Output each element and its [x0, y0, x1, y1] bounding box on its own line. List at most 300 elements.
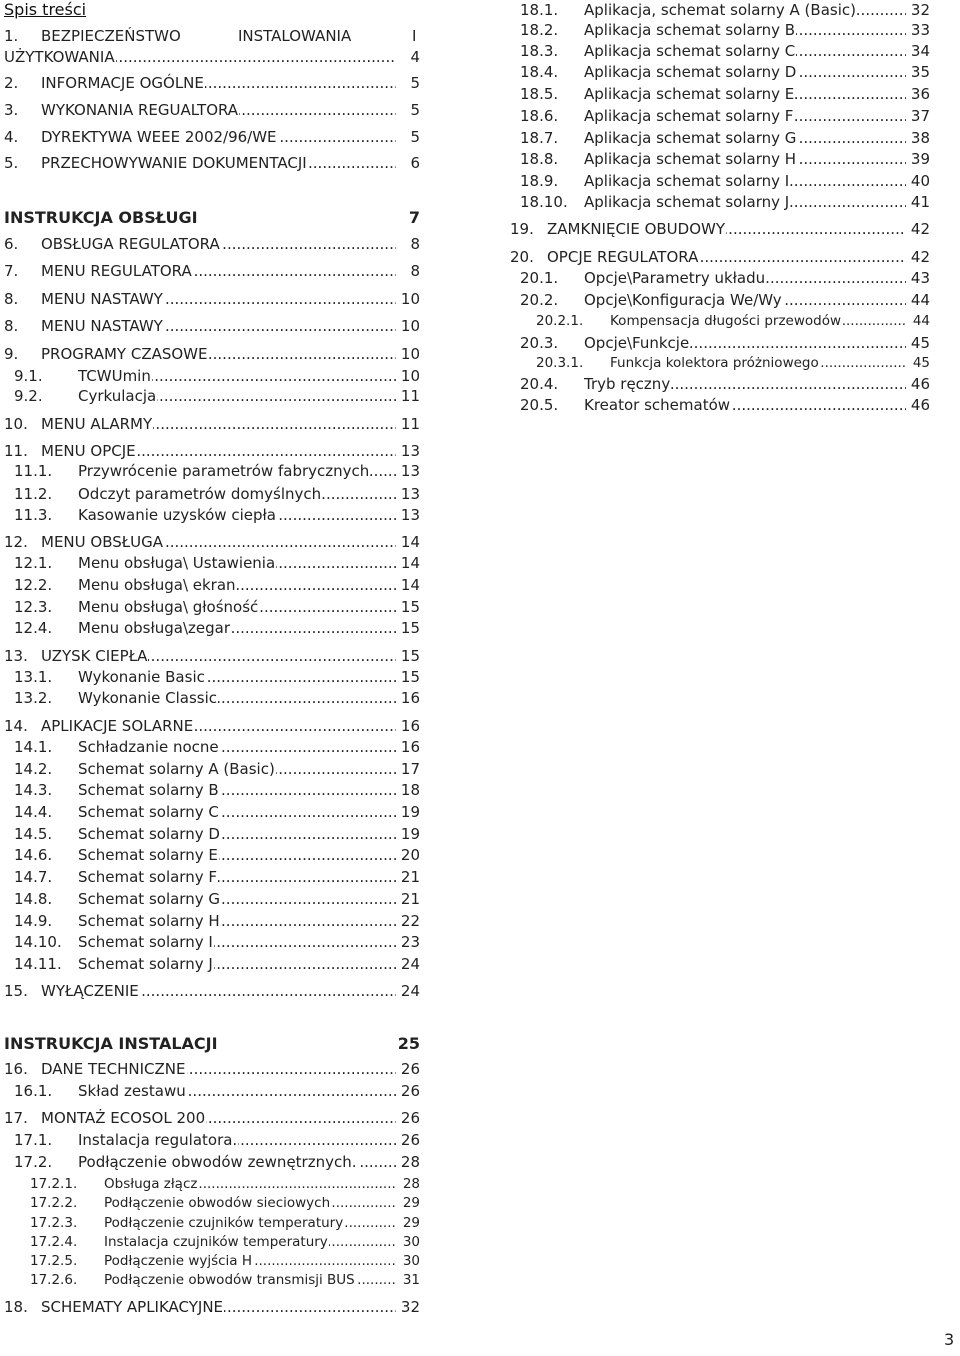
- toc-entry-number: 19.: [510, 220, 534, 238]
- toc-entry-title-text: Wykonanie Basic: [78, 668, 205, 686]
- toc-entry-title-text: MENU OPCJE: [41, 442, 136, 460]
- toc-entry-title-text: Kasowanie uzysków ciepła: [78, 506, 276, 524]
- toc-entry-number: 14.1.: [14, 738, 53, 756]
- toc-entry[interactable]: [4, 1213, 420, 1234]
- toc-entry-title: [41, 73, 396, 94]
- toc-entry-title-text: Aplikacja schemat solarny B: [584, 21, 796, 39]
- toc-entry-title: [78, 780, 396, 801]
- toc-entry-title: [78, 597, 396, 618]
- toc-entry-page: 16: [400, 689, 420, 707]
- toc-title[interactable]: Spis treści: [4, 0, 87, 19]
- toc-entry-number: 20.2.: [520, 291, 559, 309]
- toc-entry-title: [584, 290, 906, 311]
- toc-entry-title-text: Obsługa złącz: [104, 1176, 198, 1192]
- toc-entry[interactable]: [4, 867, 420, 888]
- toc-entry-title: [78, 1081, 396, 1102]
- toc-entry-number: 3.: [4, 101, 19, 119]
- toc-entry[interactable]: [4, 441, 420, 462]
- toc-entry-title-text: Kreator schematów: [584, 396, 731, 414]
- toc-entry[interactable]: [510, 84, 930, 105]
- toc-entry-page: 14: [400, 576, 420, 594]
- toc-entry-title-text: Funkcja kolektora próżniowego: [610, 355, 819, 371]
- toc-entry-number: 20.2.1.: [536, 313, 584, 329]
- toc-entry[interactable]: [510, 268, 930, 289]
- toc-entry-title-text: PRZECHOWYWANIE DOKUMENTACJI: [41, 154, 307, 172]
- toc-entry-page: 34: [910, 42, 930, 60]
- toc-entry[interactable]: [510, 171, 930, 192]
- toc-entry[interactable]: [510, 395, 930, 416]
- toc-entry[interactable]: [4, 153, 420, 174]
- toc-entry-title: [41, 716, 396, 737]
- toc-entry-page: 30: [401, 1232, 420, 1253]
- toc-entry-title: [610, 353, 906, 374]
- toc-entry[interactable]: [4, 911, 420, 932]
- toc-entry-number: 17.2.2.: [30, 1195, 78, 1211]
- toc-entry-word: BEZPIECZEŃSTWO: [41, 27, 181, 45]
- toc-entry-title-text: Kompensacja długości przewodów: [610, 313, 842, 329]
- toc-entry-number: 16.: [4, 1060, 28, 1078]
- toc-entry-number: 17.2.3.: [30, 1215, 78, 1231]
- toc-entry-title-text: Schemat solarny F: [78, 868, 217, 886]
- toc-entry-number: 14.3.: [14, 781, 53, 799]
- toc-entry[interactable]: [4, 1297, 420, 1318]
- toc-entry[interactable]: [510, 353, 930, 374]
- toc-entry-title: [584, 41, 906, 62]
- toc-entry-page: 41: [910, 193, 930, 211]
- toc-entry-number: 20.3.1.: [536, 355, 584, 371]
- toc-entry-title-text: UŻYTKOWANIA: [4, 48, 115, 66]
- toc-entry[interactable]: [510, 128, 930, 149]
- toc-entry-title-text: Przywrócenie parametrów fabrycznych: [78, 462, 370, 480]
- toc-entry[interactable]: [4, 1251, 420, 1272]
- toc-entry-title: [78, 889, 396, 910]
- toc-entry[interactable]: [4, 1174, 420, 1195]
- toc-entry[interactable]: [4, 575, 420, 596]
- toc-entry-title: [78, 911, 396, 932]
- toc-entry-title: [41, 153, 396, 174]
- toc-entry-title: [584, 149, 906, 170]
- toc-entry-page: 11: [400, 415, 420, 433]
- toc-entry-number: 9.1.: [14, 367, 43, 385]
- heading-title: INSTRUKCJA OBSŁUGI: [4, 208, 198, 227]
- toc-entry[interactable]: [4, 234, 420, 255]
- toc-entry[interactable]: [4, 737, 420, 758]
- toc-entry-number: 12.2.: [14, 576, 53, 594]
- toc-entry-number: 20.1.: [520, 269, 559, 287]
- toc-entry[interactable]: [510, 192, 930, 213]
- toc-entry[interactable]: [4, 780, 420, 801]
- toc-entry-title: [104, 1213, 396, 1234]
- toc-entry-title: [104, 1232, 396, 1253]
- toc-entry-page: 8: [410, 235, 420, 253]
- toc-entry-page: 32: [400, 1298, 420, 1316]
- toc-entry-title: [104, 1174, 396, 1195]
- toc-entry-page: 15: [400, 619, 420, 637]
- toc-entry-number: 20.4.: [520, 375, 559, 393]
- toc-entry-title-text: Opcje\Funkcje: [584, 334, 690, 352]
- toc-entry-title-text: Schemat solarny B: [78, 781, 219, 799]
- toc-intro-line2[interactable]: [4, 47, 420, 68]
- toc-entry[interactable]: [510, 247, 930, 268]
- section-heading-user-manual[interactable]: [4, 206, 420, 230]
- toc-entry-number: 17.2.6.: [30, 1272, 78, 1288]
- toc-entry-page: 24: [400, 982, 420, 1000]
- toc-entry-title-text: OPCJE REGULATORA: [547, 248, 699, 266]
- toc-entry-page: 42: [910, 220, 930, 238]
- toc-entry[interactable]: [4, 954, 420, 975]
- toc-entry[interactable]: [4, 845, 420, 866]
- toc-entry-page: 32: [910, 1, 930, 19]
- toc-entry-title-text: Aplikacja schemat solarny D: [584, 63, 797, 81]
- toc-entry-page: 6: [410, 154, 420, 172]
- toc-entry-number: 17.2.1.: [30, 1176, 78, 1192]
- toc-entry[interactable]: [510, 62, 930, 83]
- toc-entry-title: [584, 20, 906, 41]
- toc-entry-title: [78, 845, 396, 866]
- toc-entry-page: 17: [400, 760, 420, 778]
- toc-entry-page: 15: [400, 598, 420, 616]
- toc-entry-number: 14.4.: [14, 803, 53, 821]
- toc-entry-number: 18.7.: [520, 129, 559, 147]
- toc-entry-number: 7.: [4, 262, 19, 280]
- toc-entry-title-text: Menu obsługa\ ekran: [78, 576, 236, 594]
- toc-entry-number: 18.5.: [520, 85, 559, 103]
- toc-entry-page: 5: [410, 74, 420, 92]
- toc-entry-title: [41, 414, 396, 435]
- toc-entry[interactable]: [4, 981, 420, 1002]
- toc-entry-title-text: Aplikacja schemat solarny H: [584, 150, 797, 168]
- toc-entry-number: 14.: [4, 717, 28, 735]
- toc-entry[interactable]: [4, 802, 420, 823]
- toc-entry-title-text: APLIKACJE SOLARNE: [41, 717, 194, 735]
- section-heading-installation-manual[interactable]: [4, 1032, 420, 1056]
- toc-entry-number: 17.1.: [14, 1131, 53, 1149]
- toc-entry-number: 9.2.: [14, 387, 43, 405]
- toc-entry[interactable]: [4, 759, 420, 780]
- toc-entry-number: 16.1.: [14, 1082, 53, 1100]
- toc-entry-word: I: [412, 27, 417, 45]
- toc-entry-title: [78, 737, 396, 758]
- toc-entry-page: 31: [401, 1270, 420, 1291]
- toc-entry-title-text: Opcje\Parametry układu: [584, 269, 766, 287]
- toc-entry-title: [584, 192, 906, 213]
- toc-entry-page: 39: [910, 150, 930, 168]
- toc-entry-number: 2.: [4, 74, 19, 92]
- toc-entry-page: 16: [400, 717, 420, 735]
- toc-entry-page: 24: [400, 955, 420, 973]
- toc-entry[interactable]: [510, 374, 930, 395]
- toc-entry-title: [584, 374, 906, 395]
- toc-entry[interactable]: [510, 20, 930, 41]
- toc-entry-number: 18.8.: [520, 150, 559, 168]
- toc-entry-number: 13.1.: [14, 668, 53, 686]
- toc-entry-title: [78, 553, 396, 574]
- toc-entry-number: 18.: [4, 1298, 28, 1316]
- toc-entry-title-text: Tryb ręczny: [584, 375, 671, 393]
- toc-entry[interactable]: [4, 100, 420, 121]
- toc-entry-number: 12.3.: [14, 598, 53, 616]
- toc-entry-number: 14.10.: [14, 933, 62, 951]
- toc-entry[interactable]: [4, 484, 420, 505]
- toc-entry-number: 17.2.4.: [30, 1234, 78, 1250]
- toc-entry[interactable]: [4, 316, 420, 337]
- toc-entry-page: 45: [910, 334, 930, 352]
- toc-entry-page: 38: [910, 129, 930, 147]
- toc-entry[interactable]: [4, 532, 420, 553]
- toc-entry-number: 11.: [4, 442, 28, 460]
- toc-entry-title-text: Instalacja czujników temperatury: [104, 1234, 328, 1250]
- toc-entry-title-text: Opcje\Konfiguracja We/Wy: [584, 291, 782, 309]
- toc-entry-number: 14.8.: [14, 890, 53, 908]
- toc-entry-number: 4.: [4, 128, 19, 146]
- toc-entry-title: [41, 261, 396, 282]
- toc-entry[interactable]: [4, 1108, 420, 1129]
- toc-entry[interactable]: [4, 1152, 420, 1173]
- toc-entry[interactable]: [510, 333, 930, 354]
- toc-entry[interactable]: [510, 149, 930, 170]
- toc-entry-page: 10: [400, 345, 420, 363]
- toc-entry-page: 22: [400, 912, 420, 930]
- toc-entry-number: 14.9.: [14, 912, 53, 930]
- toc-entry-page: 14: [400, 533, 420, 551]
- toc-entry[interactable]: [510, 311, 930, 332]
- toc-entry-title-text: Aplikacja, schemat solarny A (Basic): [584, 1, 856, 19]
- toc-entry-title-text: Aplikacja schemat solarny C: [584, 42, 796, 60]
- toc-entry-word: INSTALOWANIA: [238, 27, 352, 45]
- toc-entry-number: 8.: [4, 290, 19, 308]
- toc-entry-number: 1.: [4, 27, 19, 45]
- toc-entry-page: 5: [410, 128, 420, 146]
- toc-entry-title: [41, 344, 396, 365]
- toc-entry-title-text: Odczyt parametrów domyślnych: [78, 485, 322, 503]
- toc-entry[interactable]: [510, 41, 930, 62]
- toc-entry-page: 4: [410, 48, 420, 66]
- toc-entry[interactable]: [4, 667, 420, 688]
- toc-entry[interactable]: [4, 1130, 420, 1151]
- toc-entry-page: 36: [910, 85, 930, 103]
- toc-entry-title-text: OBSŁUGA REGULATORA: [41, 235, 220, 253]
- toc-entry-number: 13.: [4, 647, 28, 665]
- page-number: 3: [944, 1330, 955, 1349]
- toc-entry-number: 18.2.: [520, 21, 559, 39]
- toc-entry-number: 17.: [4, 1109, 28, 1127]
- toc-entry-page: 18: [400, 781, 420, 799]
- toc-entry-page: 13: [400, 462, 420, 480]
- heading-page: 7: [408, 208, 420, 227]
- toc-entry-title: [78, 667, 396, 688]
- toc-entry[interactable]: [4, 73, 420, 94]
- toc-entry-title: [547, 219, 906, 240]
- toc-entry-title: [41, 1059, 396, 1080]
- toc-entry[interactable]: [4, 597, 420, 618]
- toc-entry-title-text: Cyrkulacja: [78, 387, 157, 405]
- toc-entry[interactable]: [4, 461, 420, 482]
- toc-entry-title-text: Schemat solarny I: [78, 933, 213, 951]
- toc-entry-title: [41, 981, 396, 1002]
- toc-entry-title-text: WYŁĄCZENIE: [41, 982, 139, 1000]
- toc-entry-page: 15: [400, 647, 420, 665]
- toc-entry[interactable]: [4, 344, 420, 365]
- toc-entry-title: [78, 759, 396, 780]
- toc-entry-title: [78, 366, 396, 387]
- toc-entry-title-text: SCHEMATY APLIKACYJNE: [41, 1298, 224, 1316]
- toc-entry-title: [584, 333, 906, 354]
- toc-entry-title-text: WYKONANIA REGUALTORA: [41, 101, 239, 119]
- toc-entry-page: 28: [401, 1174, 420, 1195]
- toc-entry-title: [78, 932, 396, 953]
- toc-entry-title-text: Schemat solarny D: [78, 825, 220, 843]
- toc-entry-title: [41, 316, 396, 337]
- toc-entry-title: [104, 1251, 396, 1272]
- toc-entry-page: 29: [401, 1193, 420, 1214]
- toc-entry[interactable]: [4, 1059, 420, 1080]
- toc-entry-number: 14.5.: [14, 825, 53, 843]
- toc-entry[interactable]: [4, 386, 420, 407]
- toc-entry[interactable]: [4, 646, 420, 667]
- toc-entry[interactable]: [4, 505, 420, 526]
- toc-entry[interactable]: [4, 414, 420, 435]
- toc-entry-title-text: Skład zestawu: [78, 1082, 186, 1100]
- toc-entry[interactable]: [4, 1081, 420, 1102]
- toc-entry-title: [41, 127, 396, 148]
- toc-entry-title: [78, 461, 396, 482]
- toc-entry-number: 11.2.: [14, 485, 53, 503]
- toc-entry[interactable]: [510, 219, 930, 240]
- toc-entry-title: [584, 0, 906, 21]
- toc-entry[interactable]: [4, 1232, 420, 1253]
- toc-entry-number: 6.: [4, 235, 19, 253]
- toc-entry-number: 8.: [4, 317, 19, 335]
- toc-entry-title: [78, 505, 396, 526]
- toc-entry-number: 20.5.: [520, 396, 559, 414]
- toc-entry-number: 12.1.: [14, 554, 53, 572]
- toc-entry-title: [584, 62, 906, 83]
- toc-entry[interactable]: [510, 0, 930, 21]
- toc-entry-page: 44: [911, 311, 930, 332]
- toc-entry-number: 14.7.: [14, 868, 53, 886]
- toc-entry-title: [41, 289, 396, 310]
- toc-entry-title-text: Schemat solarny J: [78, 955, 213, 973]
- toc-entry-number: 12.4.: [14, 619, 53, 637]
- toc-entry-title-text: DYREKTYWA WEEE 2002/96/WE: [41, 128, 277, 146]
- toc-entry[interactable]: [4, 889, 420, 910]
- toc-entry[interactable]: [4, 716, 420, 737]
- toc-entry-page: 10: [400, 290, 420, 308]
- toc-entry-title: [41, 646, 396, 667]
- toc-entry-number: 18.9.: [520, 172, 559, 190]
- toc-entry-title: [78, 824, 396, 845]
- toc-entry-title-text: Schładzanie nocne: [78, 738, 219, 756]
- toc-entry[interactable]: [4, 932, 420, 953]
- toc-entry-number: 18.6.: [520, 107, 559, 125]
- toc-entry[interactable]: [4, 553, 420, 574]
- toc-entry[interactable]: [510, 290, 930, 311]
- heading-page: 25: [397, 1034, 420, 1053]
- toc-entry[interactable]: [510, 106, 930, 127]
- toc-entry-page: 16: [400, 738, 420, 756]
- toc-entry-title-text: Aplikacja schemat solarny F: [584, 107, 794, 125]
- toc-entry-title-text: MONTAŻ ECOSOL 200: [41, 1109, 206, 1127]
- toc-entry[interactable]: [4, 824, 420, 845]
- toc-entry-title-text: Instalacja regulatora.: [78, 1131, 238, 1149]
- toc-entry-title-text: ZAMKNIĘCIE OBUDOWY: [547, 220, 726, 238]
- toc-entry-title: [584, 395, 906, 416]
- heading-title: INSTRUKCJA INSTALACJI: [4, 1034, 218, 1053]
- toc-entry-page: 20: [400, 846, 420, 864]
- toc-entry-page: 8: [410, 262, 420, 280]
- toc-entry-title-text: Podłączenie czujników temperatury: [104, 1215, 344, 1231]
- toc-entry-title-text: Aplikacja schemat solarny G: [584, 129, 797, 147]
- toc-entry-page: 33: [910, 21, 930, 39]
- toc-entry-page: 45: [911, 353, 930, 374]
- toc-entry-page: 35: [910, 63, 930, 81]
- toc-entry-page: 28: [400, 1153, 420, 1171]
- toc-entry-title: [584, 84, 906, 105]
- toc-entry-page: 40: [910, 172, 930, 190]
- toc-entry-title: [78, 575, 396, 596]
- toc-entry-title-text: Aplikacja schemat solarny I: [584, 172, 790, 190]
- toc-entry-page: 26: [400, 1109, 420, 1127]
- toc-entry-title: [78, 1152, 396, 1173]
- toc-entry-title: [4, 47, 396, 68]
- toc-entry-title-text: MENU NASTAWY: [41, 317, 163, 335]
- toc-entry-page: 10: [400, 367, 420, 385]
- toc-entry[interactable]: [4, 261, 420, 282]
- toc-entry-number: 20.: [510, 248, 534, 266]
- toc-entry[interactable]: [4, 289, 420, 310]
- toc-entry-title-text: Schemat solarny C: [78, 803, 219, 821]
- toc-entry-number: 5.: [4, 154, 19, 172]
- toc-entry-title: [78, 1130, 396, 1151]
- toc-entry-number: 14.2.: [14, 760, 53, 778]
- toc-entry-title-text: Podłączenie obwodów transmisji BUS: [104, 1272, 355, 1288]
- toc-entry[interactable]: [4, 1270, 420, 1291]
- toc-entry-page: 23: [400, 933, 420, 951]
- toc-entry-title: [41, 100, 396, 121]
- toc-entry[interactable]: [4, 618, 420, 639]
- toc-entry-title-text: TCWUmin: [78, 367, 151, 385]
- toc-entry-title: [41, 1297, 396, 1318]
- toc-entry-title-text: PROGRAMY CZASOWE: [41, 345, 208, 363]
- toc-entry-title: [584, 106, 906, 127]
- toc-entry-page: 26: [400, 1082, 420, 1100]
- toc-entry-page: 5: [410, 101, 420, 119]
- toc-entry[interactable]: [4, 366, 420, 387]
- toc-entry-page: 26: [400, 1131, 420, 1149]
- toc-entry-title: [78, 802, 396, 823]
- toc-entry-number: 17.2.5.: [30, 1253, 78, 1269]
- toc-entry-title-text: MENU REGULATORA: [41, 262, 192, 280]
- toc-entry[interactable]: [4, 1193, 420, 1214]
- toc-entry[interactable]: [4, 127, 420, 148]
- toc-entry-number: 11.1.: [14, 462, 53, 480]
- toc-entry-title: [78, 618, 396, 639]
- toc-entry-number: 18.3.: [520, 42, 559, 60]
- toc-entry-page: 10: [400, 317, 420, 335]
- toc-entry-page: 13: [400, 485, 420, 503]
- toc-entry-title: [78, 688, 396, 709]
- toc-entry-title-text: Schemat solarny E: [78, 846, 218, 864]
- toc-entry[interactable]: [4, 688, 420, 709]
- toc-entry-number: 15.: [4, 982, 28, 1000]
- toc-entry-number: 13.2.: [14, 689, 53, 707]
- toc-entry-number: 18.10.: [520, 193, 568, 211]
- toc-entry-page: 21: [400, 890, 420, 908]
- toc-entry-page: 13: [400, 506, 420, 524]
- toc-entry-number: 10.: [4, 415, 28, 433]
- toc-intro-line1[interactable]: [4, 25, 420, 47]
- toc-entry-page: 37: [910, 107, 930, 125]
